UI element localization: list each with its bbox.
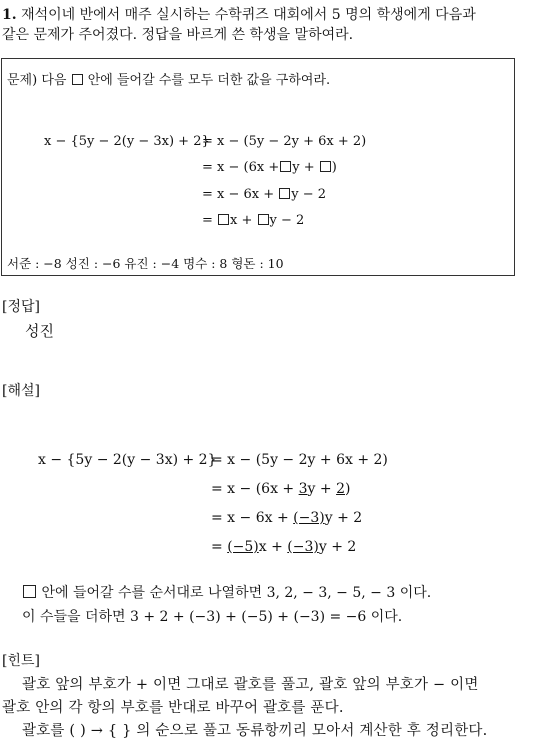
solution-step1: = x − (5y − 2y + 6x + 2) [211, 452, 388, 468]
question-prompt [7, 69, 330, 88]
solution-text1: 안에 들어갈 수를 순서대로 나열하면 3, 2, − 3, − 5, − 3 이다. [22, 582, 431, 602]
question-box [1, 58, 515, 276]
question-prefix: 문제) 다음 [7, 73, 67, 88]
blank-box-icon [23, 585, 36, 598]
student-answers: 서준 : −8 성진 : −6 유진 : −4 명수 : 8 형돈 : 10 [7, 256, 284, 271]
equation-lhs: x − {5y − 2(y − 3x) + 2} [44, 134, 210, 149]
equation-step3: = x − 6x + y − 2 [202, 187, 327, 202]
blank-box-icon [280, 161, 291, 172]
solution-text2: 이 수들을 더하면 3 + 2 + (−3) + (−5) + (−3) = −6 이다. [22, 609, 403, 625]
question-suffix: 안에 들어갈 수를 모두 더한 값을 구하여라. [87, 73, 331, 88]
blank-box-icon [320, 161, 331, 172]
hint-line1: 괄호 앞의 부호가 + 이면 그대로 괄호를 풀고, 괄호 앞의 부호가 − 이면 [22, 677, 479, 693]
problem-text-line1: 재석이네 반에서 매주 실시하는 수학퀴즈 대회에서 5 명의 학생에게 다음과 [21, 7, 476, 23]
problem-number: 1. [2, 7, 17, 23]
blank-box-icon [279, 188, 290, 199]
blank-box-icon [72, 74, 83, 85]
solution-step4: = (−5)x + (−3)y + 2 [211, 539, 357, 555]
blank-box-icon [258, 214, 269, 225]
answer-label: [정답] [2, 299, 40, 315]
solution-step3: = x − 6x + (−3)y + 2 [211, 510, 363, 526]
hint-label: [힌트] [2, 653, 40, 669]
problem-text-line2: 같은 문제가 주어졌다. 정답을 바르게 쓴 학생을 말하여라. [2, 27, 354, 43]
equation-step1: = x − (5y − 2y + 6x + 2) [202, 134, 367, 149]
answer-value: 성진 [25, 322, 54, 340]
solution-label: [해설] [2, 383, 40, 399]
blank-box-icon [218, 214, 229, 225]
solution-step2: = x − (6x + 3y + 2) [211, 481, 351, 497]
solution-lhs: x − {5y − 2(y − 3x) + 2} [38, 452, 217, 468]
hint-line2: 괄호 안의 각 항의 부호를 반대로 바꾸어 괄호를 푼다. [2, 700, 344, 716]
equation-step2: = x − (6x + y + ) [202, 160, 337, 175]
hint-line3: 괄호를 ( ) → { } 의 순으로 풀고 동류항끼리 모아서 계산한 후 정리한다. [22, 723, 488, 739]
equation-step4: = x + y − 2 [202, 213, 305, 228]
